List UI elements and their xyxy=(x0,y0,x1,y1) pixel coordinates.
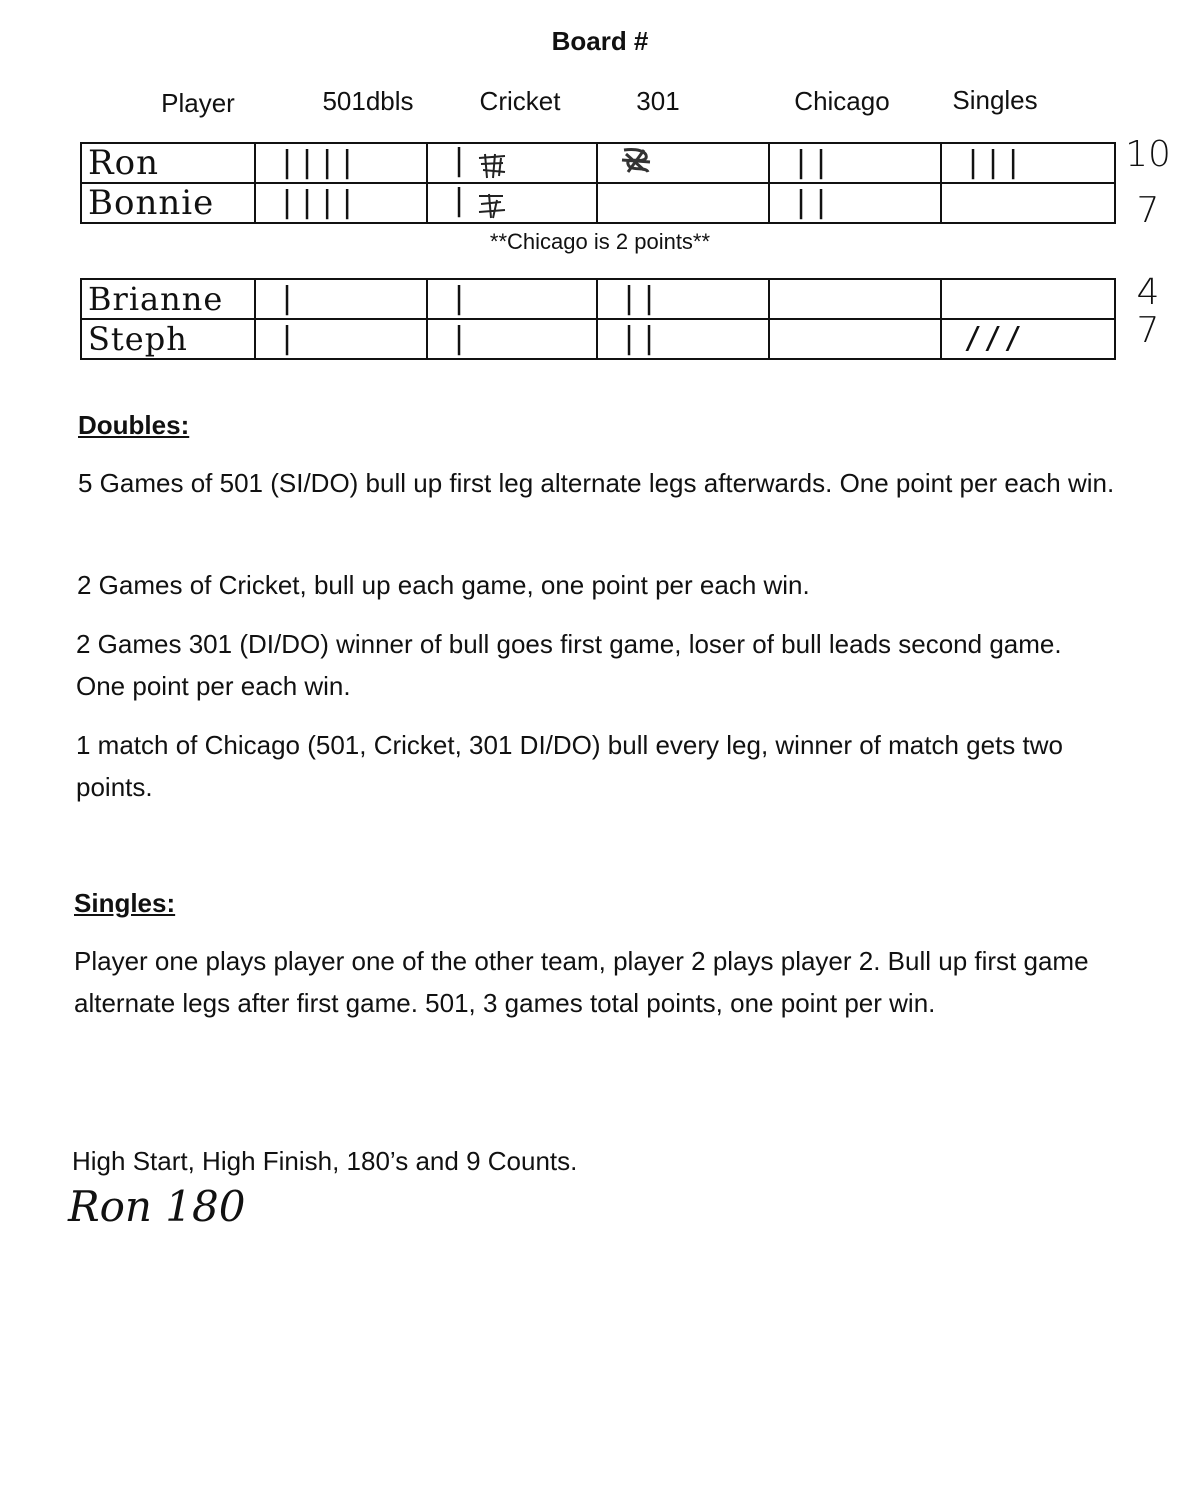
tally-cell-501dbls xyxy=(255,183,427,223)
tally-marks: || xyxy=(620,281,661,316)
scribble-mark-icon xyxy=(618,146,654,176)
singles-rule: Player one plays player one of the other team, player 2 plays player 2. Bull up first game alternate legs after first game. 501, 3 games total points, one point per win. xyxy=(74,946,1089,1018)
tally-cell-chicago xyxy=(769,183,941,223)
team1-player1-total: 10 xyxy=(1125,134,1171,175)
tally-cell-501dbls xyxy=(255,279,427,319)
tally-marks: |||| xyxy=(278,185,359,220)
header-301: 301 xyxy=(636,86,680,116)
table-row xyxy=(81,143,1115,183)
team1-score-table xyxy=(80,142,1116,224)
tally-marks: | xyxy=(450,321,471,356)
header-singles: Singles xyxy=(952,85,1038,115)
doubles-rule-cricket: 2 Games of Cricket, bull up each game, one point per each win. xyxy=(77,570,810,600)
tally-marks: | xyxy=(450,142,471,178)
team2-player2-total: 7 xyxy=(1136,310,1160,351)
tally-cell-501dbls xyxy=(255,319,427,359)
tally-cell-301 xyxy=(597,183,769,223)
header-cricket: Cricket xyxy=(479,86,561,116)
scribble-mark-icon xyxy=(475,190,511,220)
tally-marks: || xyxy=(792,185,833,220)
extras-line: High Start, High Finish, 180’s and 9 Counts. xyxy=(72,1146,578,1176)
tally-cell-singles xyxy=(941,279,1115,319)
table-row xyxy=(81,319,1115,359)
tally-marks: ||| xyxy=(964,145,1025,180)
tally-cell-301 xyxy=(597,279,769,319)
tally-cell-singles xyxy=(941,143,1115,183)
table-row xyxy=(81,279,1115,319)
tally-cell-chicago xyxy=(769,319,941,359)
header-chicago: Chicago xyxy=(794,86,890,116)
scribble-mark-icon xyxy=(475,150,511,180)
tally-marks: | xyxy=(450,281,471,316)
doubles-rule-501: 5 Games of 501 (SI/DO) bull up first leg alternate legs afterwards. One point per each win. xyxy=(78,468,1115,498)
player-name: Bonnie xyxy=(88,183,215,223)
tally-marks: | xyxy=(450,182,471,218)
tally-cell-chicago xyxy=(769,143,941,183)
tally-cell-cricket xyxy=(427,183,597,223)
tally-marks: | xyxy=(278,281,299,316)
doubles-heading: Doubles: xyxy=(78,410,190,440)
team1-player2-total: 7 xyxy=(1136,190,1160,231)
table-row xyxy=(81,183,1115,223)
player-name: Steph xyxy=(88,320,188,358)
tally-cell-301 xyxy=(597,319,769,359)
doubles-rule-301: 2 Games 301 (DI/DO) winner of bull goes first game, loser of bull leads second game. One point per each win. xyxy=(76,629,1062,701)
team2-player1-total: 4 xyxy=(1136,272,1160,313)
player-name: Ron xyxy=(88,143,159,183)
tally-marks: | xyxy=(278,321,299,356)
player-name-cell xyxy=(81,279,255,319)
singles-heading: Singles: xyxy=(74,888,176,918)
tally-cell-cricket xyxy=(427,143,597,183)
tally-marks: |||| xyxy=(278,145,359,180)
player-name-cell xyxy=(81,319,255,359)
tally-cell-301 xyxy=(597,143,769,183)
tally-marks: /// xyxy=(964,321,1025,356)
doubles-rule-chicago: 1 match of Chicago (501, Cricket, 301 DI/DO) bull every leg, winner of match gets two points. xyxy=(76,730,1063,802)
tally-cell-singles xyxy=(941,183,1115,223)
chicago-note: **Chicago is 2 points** xyxy=(489,229,711,254)
player-name: Brianne xyxy=(88,280,224,318)
team2-score-table xyxy=(80,278,1116,360)
tally-cell-cricket xyxy=(427,319,597,359)
header-player: Player xyxy=(161,88,235,118)
tally-cell-singles xyxy=(941,319,1115,359)
tally-marks: || xyxy=(792,145,833,180)
header-501dbls: 501dbls xyxy=(322,86,414,116)
tally-cell-501dbls xyxy=(255,143,427,183)
handwritten-note: Ron 180 xyxy=(68,1182,246,1231)
tally-marks: || xyxy=(620,321,661,356)
tally-cell-cricket xyxy=(427,279,597,319)
board-title: Board # xyxy=(551,26,649,56)
player-name-cell xyxy=(81,143,255,183)
tally-cell-chicago xyxy=(769,279,941,319)
player-name-cell xyxy=(81,183,255,223)
